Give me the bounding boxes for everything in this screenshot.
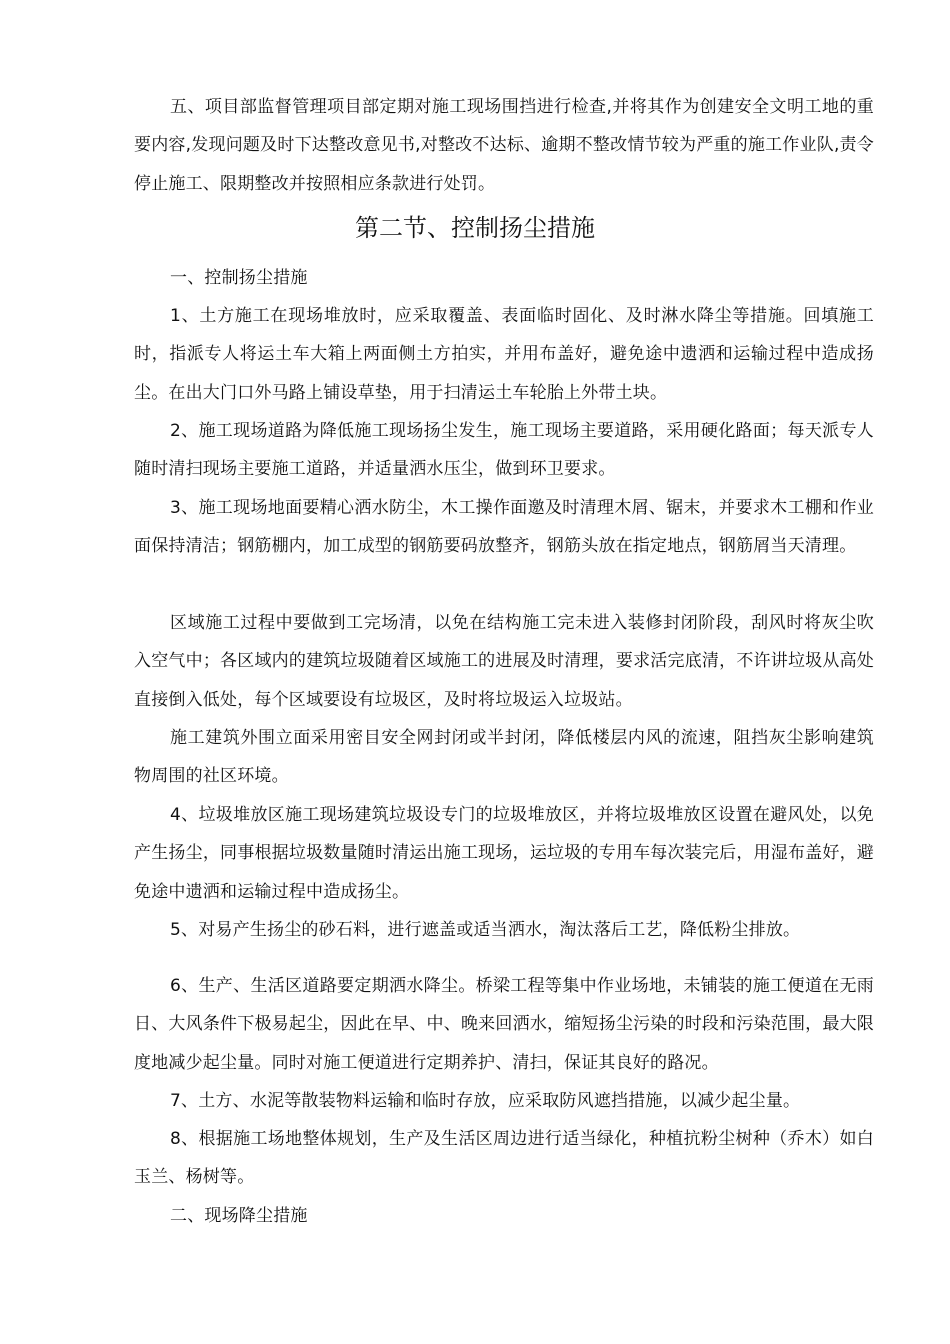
paragraph-facade-net: 施工建筑外围立面采用密目安全网封闭或半封闭，降低楼层内风的流速，阻挡灰尘影响建筑物周围的社区环境。 — [134, 728, 874, 787]
subsection-1-heading: 一、控制扬尘措施 — [170, 268, 308, 288]
item-7: 7、土方、水泥等散装物料运输和临时存放，应采取防风遮挡措施，以减少起尘量。 — [170, 1091, 801, 1111]
section-title: 第二节、控制扬尘措施 — [355, 214, 595, 242]
paragraph-area-cleanup: 区域施工过程中要做到工完场清，以免在结构施工完未进入装修封闭阶段，刮风时将灰尘吹入空气中；各区域内的建筑垃圾随着区域施工的进展及时清理，要求活完底清，不许讲垃圾从高处直接倒入低处，每个区域要设有垃圾区，及时将垃圾运入垃圾站。 — [134, 613, 874, 710]
item-1: 1、土方施工在现场堆放时，应采取覆盖、表面临时固化、及时淋水降尘等措施。回填施工时，指派专人将运土车大箱上两面侧土方拍实，并用布盖好，避免途中遗洒和运输过程中造成扬尘。在出大门口外马路上铺设草垫，用于扫清运土车轮胎上外带土块。 — [134, 306, 874, 403]
paragraph-intro: 五、项目部监督管理项目部定期对施工现场围挡进行检查,并将其作为创建安全文明工地的重要内容,发现问题及时下达整改意见书,对整改不达标、逾期不整改情节较为严重的施工作业队,责令停止施工、限期整改并按照相应条款进行处罚。 — [134, 97, 874, 194]
item-6: 6、生产、生活区道路要定期洒水降尘。桥梁工程等集中作业场地，未铺装的施工便道在无雨日、大风条件下极易起尘，因此在早、中、晚来回洒水，缩短扬尘污染的时段和污染范围，最大限度地减少起尘量。同时对施工便道进行定期养护、清扫，保证其良好的路况。 — [134, 976, 874, 1073]
item-3: 3、施工现场地面要精心洒水防尘，木工操作面邀及时清理木屑、锯末，并要求木工棚和作业面保持清洁；钢筋棚内，加工成型的钢筋要码放整齐，钢筋头放在指定地点，钢筋屑当天清理。 — [134, 498, 874, 557]
item-5: 5、对易产生扬尘的砂石料，进行遮盖或适当洒水，淘汰落后工艺，降低粉尘排放。 — [170, 920, 801, 940]
item-4: 4、垃圾堆放区施工现场建筑垃圾设专门的垃圾堆放区，并将垃圾堆放区设置在避风处，以免产生扬尘，同事根据垃圾数量随时清运出施工现场，运垃圾的专用车每次装完后，用湿布盖好，避免途中遗洒和运输过程中造成扬尘。 — [134, 805, 874, 902]
subsection-2-heading: 二、现场降尘措施 — [170, 1206, 308, 1226]
item-2: 2、施工现场道路为降低施工现场扬尘发生，施工现场主要道路，采用硬化路面；每天派专人随时清扫现场主要施工道路，并适量洒水压尘，做到环卫要求。 — [134, 421, 874, 480]
item-8: 8、根据施工场地整体规划，生产及生活区周边进行适当绿化，种植抗粉尘树种（乔木）如白玉兰、杨树等。 — [134, 1129, 874, 1188]
